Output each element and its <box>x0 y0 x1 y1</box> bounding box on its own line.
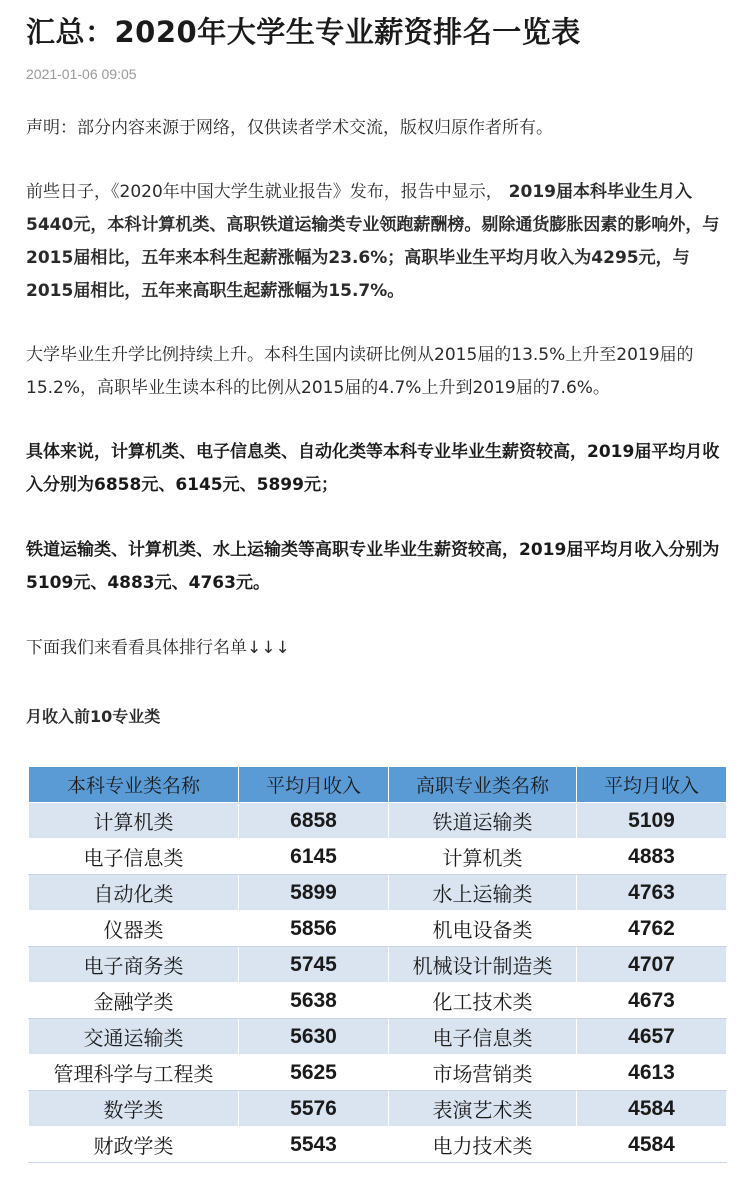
table-header-row <box>29 767 727 803</box>
bachelor-income-cell: 5856 <box>239 911 389 947</box>
bachelor-major-cell: 自动化类 <box>29 875 239 911</box>
table-row <box>29 911 727 947</box>
table-row <box>29 1127 727 1163</box>
vocational-income-cell: 4762 <box>577 911 727 947</box>
vocational-income-cell: 4657 <box>577 1019 727 1055</box>
bachelor-income-cell: 6145 <box>239 839 389 875</box>
vocational-income-cell: 4707 <box>577 947 727 983</box>
bachelor-major-cell: 金融学类 <box>29 983 239 1019</box>
header-bachelor-income: 平均月收入 <box>239 767 389 803</box>
table-title: 月收入前10专业类 <box>26 707 161 726</box>
bachelor-income-cell: 5576 <box>239 1091 389 1127</box>
table-row <box>29 1019 727 1055</box>
bachelor-major-cell: 数学类 <box>29 1091 239 1127</box>
bachelor-major-cell: 电子商务类 <box>29 947 239 983</box>
vocational-income-cell: 5109 <box>577 803 727 839</box>
rate-paragraph: 大学毕业生升学比例持续上升。本科生国内读研比例从2015届的13.5%上升至2019届的15.2%，高职毕业生读本科的比例从2015届的4.7%上升到2019届的7.6%。 <box>26 345 694 398</box>
table-row <box>29 839 727 875</box>
salary-ranking-table <box>28 766 727 1163</box>
lookahead-text: 下面我们来看看具体排行名单↓↓↓ <box>26 638 290 658</box>
vocational-income-cell: 4763 <box>577 875 727 911</box>
copyright-statement: 声明：部分内容来源于网络，仅供读者学术交流，版权归原作者所有。 <box>26 118 553 138</box>
intro-paragraph <box>26 176 726 308</box>
bachelor-paragraph: 具体来说，计算机类、电子信息类、自动化类等本科专业毕业生薪资较高，2019届平均月收入分别为6858元、6145元、5899元； <box>26 442 720 495</box>
bachelor-major-cell: 财政学类 <box>29 1127 239 1163</box>
bachelor-major-cell: 仪器类 <box>29 911 239 947</box>
bachelor-income-cell: 5638 <box>239 983 389 1019</box>
vocational-major-cell: 化工技术类 <box>389 983 577 1019</box>
table-row <box>29 803 727 839</box>
vocational-major-cell: 机械设计制造类 <box>389 947 577 983</box>
vocational-paragraph: 铁道运输类、计算机类、水上运输类等高职专业毕业生薪资较高，2019届平均月收入分别为5109元、4883元、4763元。 <box>26 540 720 593</box>
vocational-income-cell: 4584 <box>577 1127 727 1163</box>
vocational-major-cell: 电子信息类 <box>389 1019 577 1055</box>
intro-lead-text: 前些日子，《2020年中国大学生就业报告》发布，报告中显示， <box>26 182 503 202</box>
vocational-major-cell: 机电设备类 <box>389 911 577 947</box>
table-row <box>29 875 727 911</box>
bachelor-major-cell: 计算机类 <box>29 803 239 839</box>
vocational-major-cell: 铁道运输类 <box>389 803 577 839</box>
vocational-major-cell: 计算机类 <box>389 839 577 875</box>
table-row <box>29 1091 727 1127</box>
vocational-major-cell: 水上运输类 <box>389 875 577 911</box>
header-vocational-income: 平均月收入 <box>577 767 727 803</box>
bachelor-major-cell: 管理科学与工程类 <box>29 1055 239 1091</box>
bachelor-income-cell: 5543 <box>239 1127 389 1163</box>
header-vocational-major: 高职专业类名称 <box>389 767 577 803</box>
vocational-major-cell: 电力技术类 <box>389 1127 577 1163</box>
bachelor-major-cell: 电子信息类 <box>29 839 239 875</box>
vocational-major-cell: 市场营销类 <box>389 1055 577 1091</box>
vocational-income-cell: 4584 <box>577 1091 727 1127</box>
bachelor-income-cell: 5630 <box>239 1019 389 1055</box>
header-bachelor-major: 本科专业类名称 <box>29 767 239 803</box>
vocational-income-cell: 4673 <box>577 983 727 1019</box>
bachelor-income-cell: 5745 <box>239 947 389 983</box>
bachelor-income-cell: 5899 <box>239 875 389 911</box>
table-row <box>29 947 727 983</box>
intro-bold-text: 2019届本科毕业生月入5440元，本科计算机类、高职铁道运输类专业领跑薪酬榜。剔除通货膨胀因素的影响外，与2015届相比，五年来本科生起薪涨幅为23.6%；高职毕业生平均月收入为4295元，与2015届相比，五年来高职生起薪涨幅为15.7%。 <box>26 182 720 301</box>
bachelor-major-cell: 交通运输类 <box>29 1019 239 1055</box>
vocational-major-cell: 表演艺术类 <box>389 1091 577 1127</box>
table-row <box>29 1055 727 1091</box>
vocational-income-cell: 4613 <box>577 1055 727 1091</box>
publish-date: 2021-01-06 09:05 <box>26 66 137 82</box>
bachelor-income-cell: 6858 <box>239 803 389 839</box>
table-row <box>29 983 727 1019</box>
bachelor-income-cell: 5625 <box>239 1055 389 1091</box>
vocational-income-cell: 4883 <box>577 839 727 875</box>
article-title: 汇总：2020年大学生专业薪资排名一览表 <box>26 15 581 49</box>
